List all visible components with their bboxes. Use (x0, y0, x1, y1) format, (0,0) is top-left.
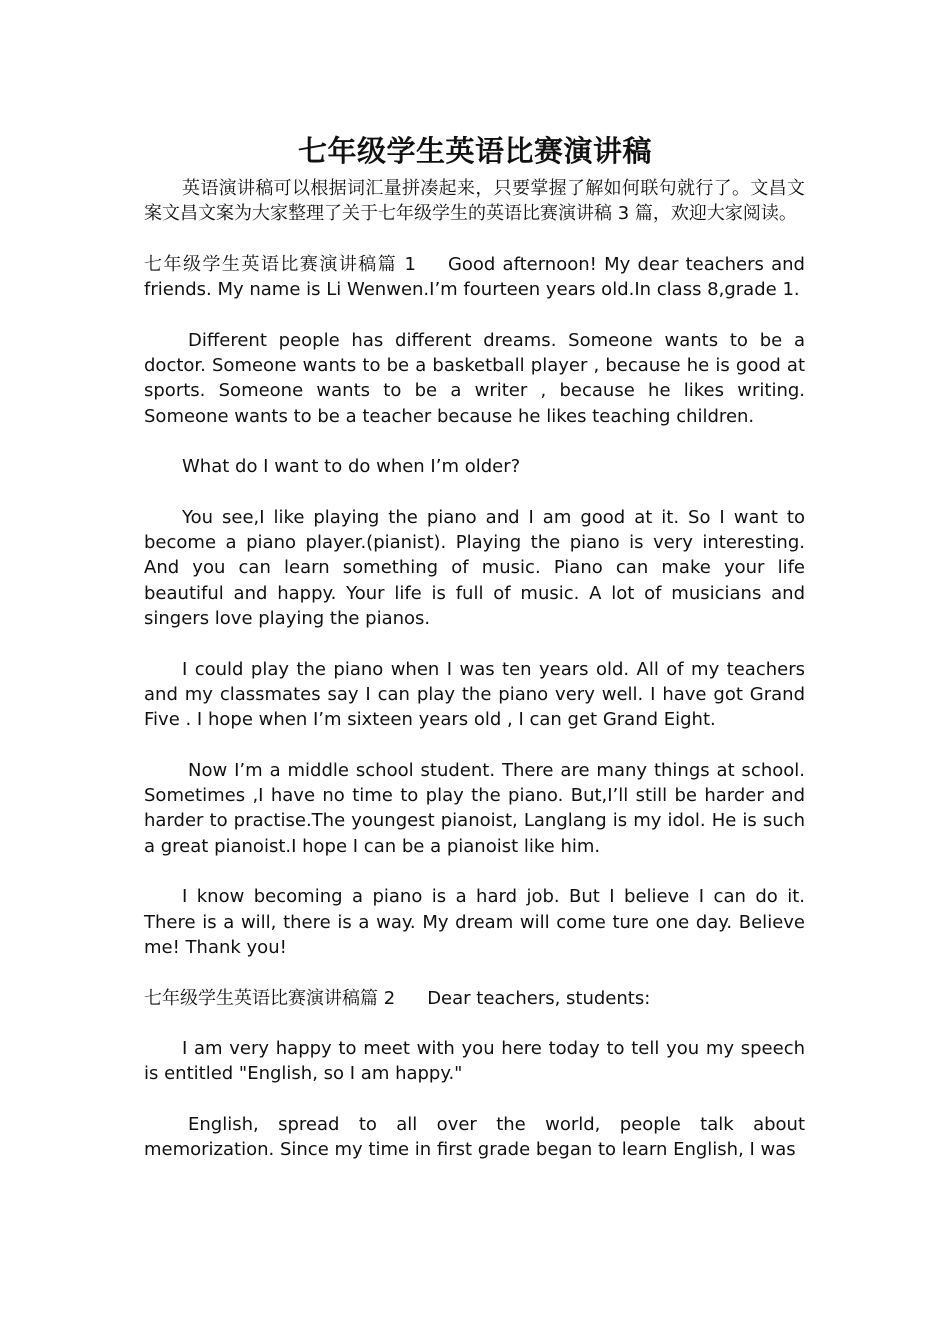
speech-2-paragraph-title: I am very happy to meet with you here today to tell you my speech is entitled "English, so I am happy." (144, 1038, 805, 1085)
speech-2-first-paragraph (144, 986, 805, 1011)
speech-1-paragraph-closing: I know becoming a piano is a hard job. But I believe I can do it. There is a will, there is a way. My dream will come ture one day. Believe me! Thank you! (144, 886, 805, 958)
speech-1-paragraph-grand: I could play the piano when I was ten years old. All of my teachers and my classmates say I can play the piano very well. I have got Grand Five . I hope when I’m sixteen years old , I can get Grand Eight. (144, 658, 805, 731)
speech-1-heading: 七年级学生英语比赛演讲稿篇 1 (144, 253, 416, 275)
speech-1-opening: Good afternoon! My dear teachers and friends. My name is Li Wenwen.I’m fourteen years old.In class 8,grade 1. (144, 253, 805, 301)
speech-2-heading: 七年级学生英语比赛演讲稿篇 2 (144, 987, 396, 1009)
speech-2-paragraph-english: English, spread to all over the world, people talk about memorization. Since my time in first grade began to learn English, I was (144, 1113, 805, 1161)
speech-1-paragraph-piano: You see,I like playing the piano and I am good at it. So I want to become a piano player.(pianist). Playing the piano is very interesting. And you can learn something of music. Piano can make your life beautiful and happy. Your life is full of music. A lot of musicians and singers love playing the pianos. (144, 506, 805, 630)
document-body (144, 176, 805, 1188)
speech-1-first-paragraph (144, 252, 805, 303)
document-title: 七年级学生英语比赛演讲稿 (297, 134, 652, 168)
intro-paragraph: 英语演讲稿可以根据词汇量拼凑起来，只要掌握了解如何联句就行了。文昌文案文昌文案为大家整理了关于七年级学生的英语比赛演讲稿 3 篇，欢迎大家阅读。 (144, 178, 805, 225)
speech-2-opening: Dear teachers, students: (427, 987, 651, 1009)
speech-1-paragraph-school: Now I’m a middle school student. There are many things at school. Sometimes ,I have no time to play the piano. But,I’ll still be harder and harder to practise.The youngest pianoist, Langlang is my idol. He is such a great pianoist.I hope I can be a pianoist like him. (144, 759, 805, 857)
speech-1-paragraph-question: What do I want to do when I’m older? (182, 456, 521, 478)
speech-1-paragraph-dreams: Different people has different dreams. Someone wants to be a doctor. Someone wants to be a basketball player , because he is good at sports. Someone wants to be a writer , because he likes writing. Someone wants to be a teacher because he likes teaching children. (144, 329, 805, 427)
